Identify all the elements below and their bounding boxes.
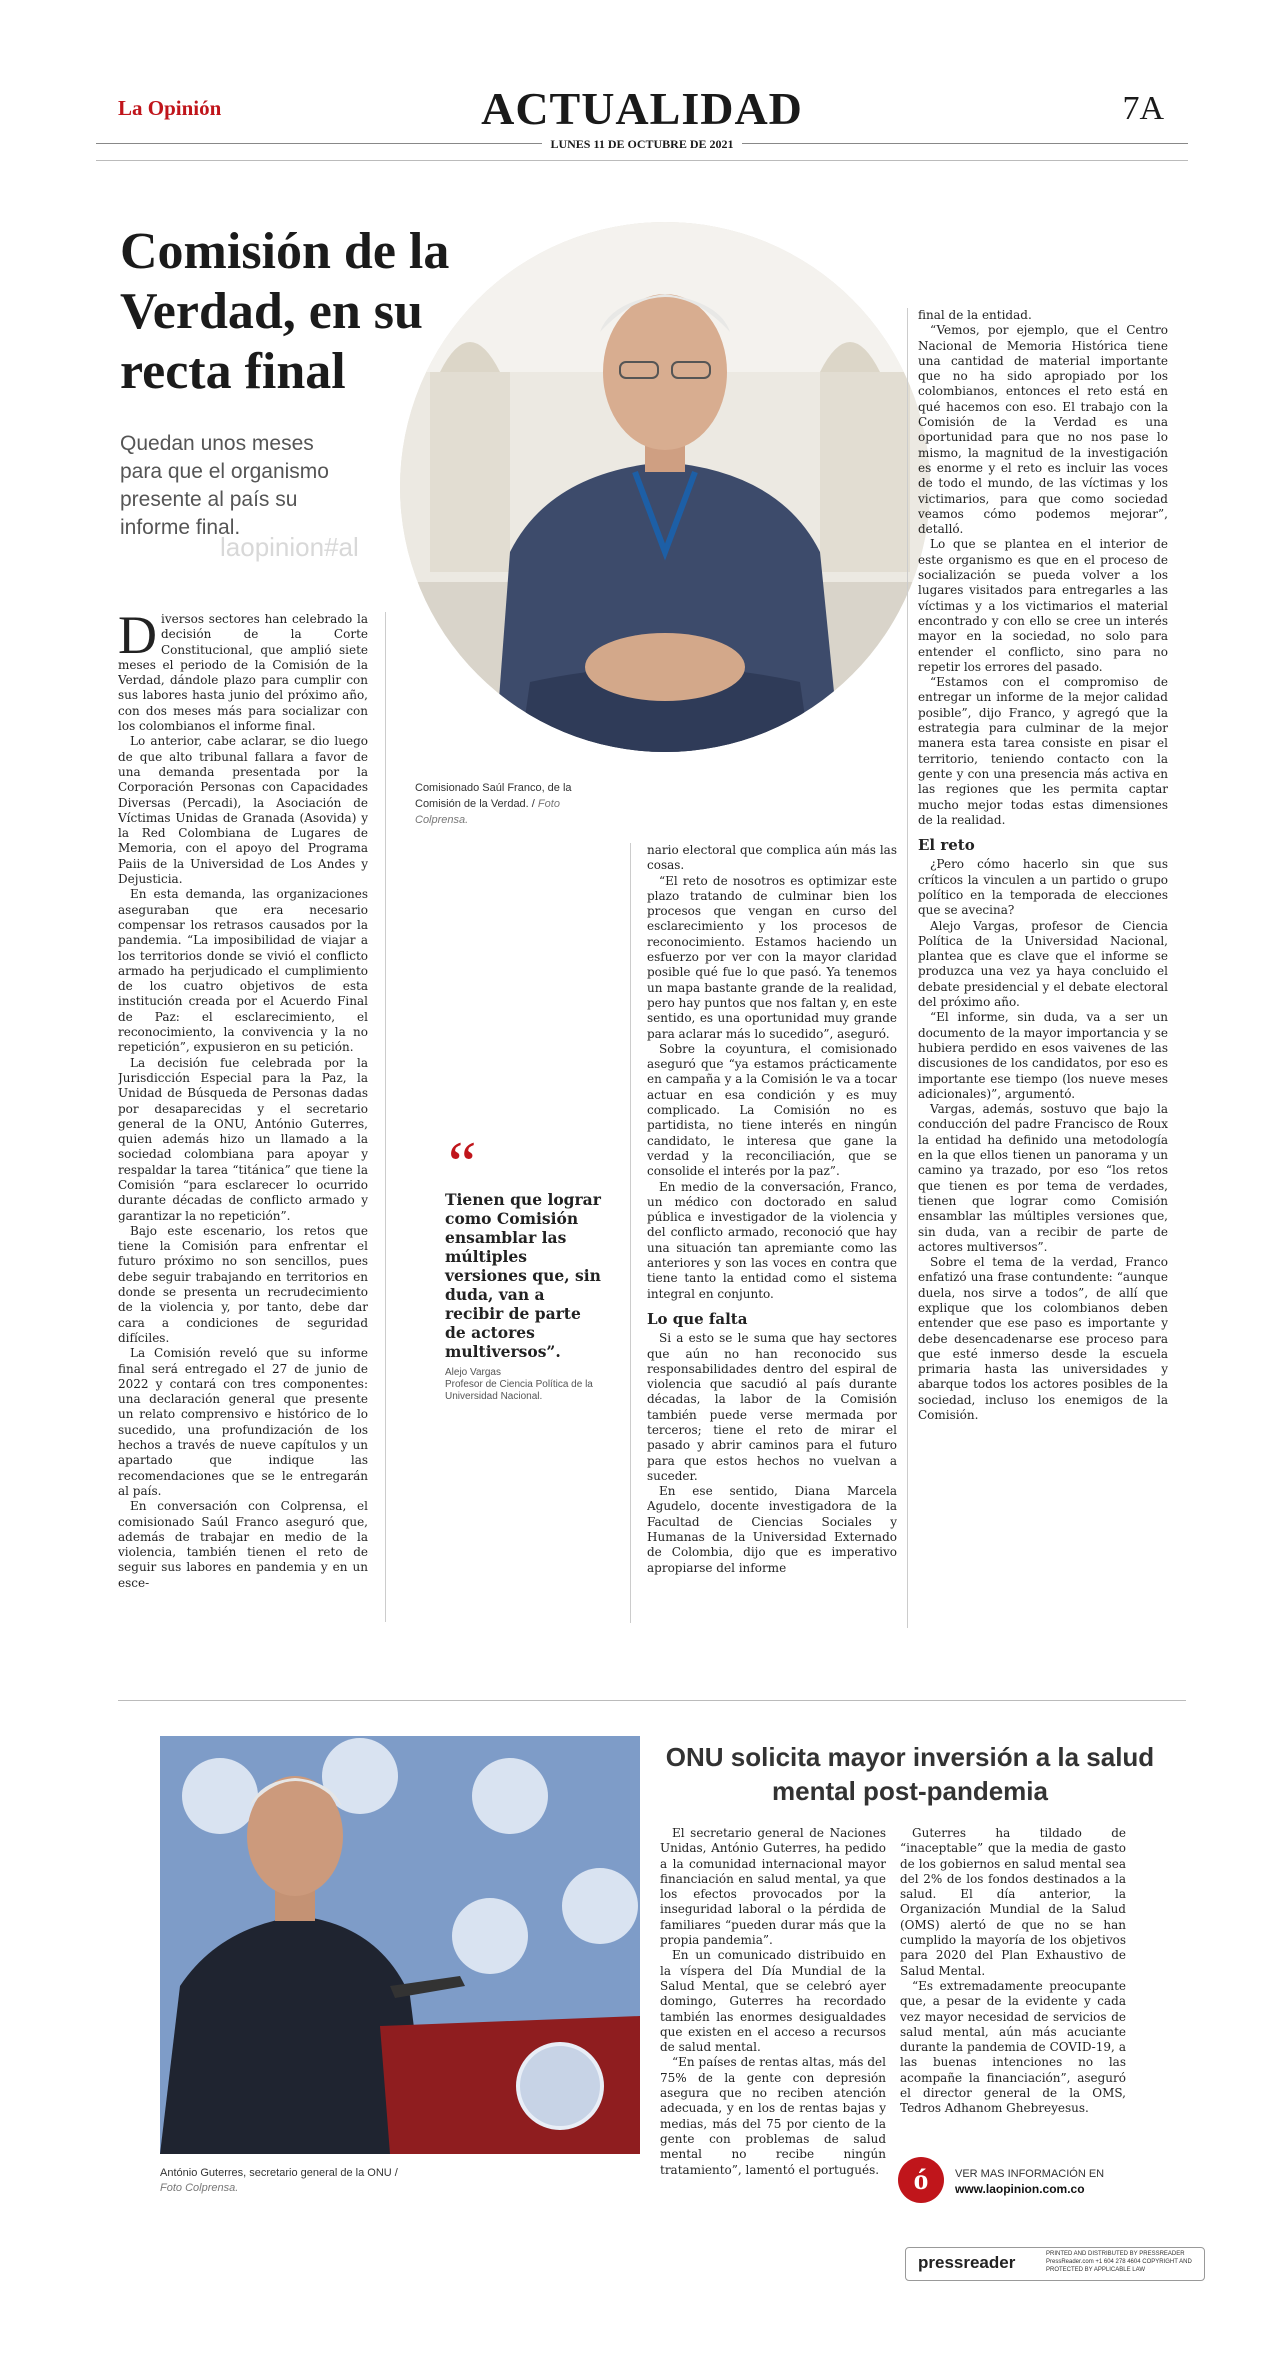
paragraph: Guterres ha tildado de “inaceptable” que la media de gasto de los gobiernos en salud mental sea del 2% de los fondos destinados a la salud. El día anterior, la Organización Mundial de la Salud (OMS) alertó de que no se han cumplido la mayoría de los objetivos para 2020 del Plan Exhaustivo de Salud Mental. xyxy=(900,1826,1126,1978)
watermark: laopinion#al xyxy=(220,532,359,562)
paragraph: La Comisión reveló que su informe final será entregado el 27 de junio de 2022 y contará con tres componentes: una declaración general que presente un relato comprensivo e histórico de lo sucedido, una profundización de los hechos a través de nueve capítulos y un apartado que indique las recomendaciones que se le entregarán al país. xyxy=(118,1346,368,1498)
portrait-photo-saul-franco xyxy=(400,222,930,752)
article-deck: Quedan unos meses para que el organismo presente al país su informe final. xyxy=(120,432,329,539)
quote-author-role: Profesor de Ciencia Política de la Universidad Nacional. xyxy=(445,1379,593,1402)
pull-quote: Tienen que lograr como Comisión ensamblar las múltiples versiones que, sin duda, van a recibir de parte de actores multiversos”. xyxy=(445,1190,601,1361)
caption-credit: Foto Colprensa. xyxy=(415,798,560,826)
paragraph: “El informe, sin duda, va a ser un documento de la mayor importancia y se hubiera perdido en esos vaivenes de las discusiones de los candidatos, por eso es importante ese tiempo (los nueve meses adicionales)”, argumentó. xyxy=(918,1010,1168,1101)
article2-column-1 xyxy=(660,1826,886,2226)
pull-quote-attribution xyxy=(445,1367,605,1403)
section-title: ACTUALIDAD xyxy=(481,83,803,134)
paragraph: Sobre el tema de la verdad, Franco enfatizó una frase contundente: “aunque duela, nos sirve a todos”, de allí que explique que los colombianos deben entender que ese paso es importante y debe desencadenarse ese proceso para que esté inmerso desde la escuela primaria hasta las universidades y abarque todos los actores posibles de la sociedad, incluso los enemigos de la Comisión. xyxy=(918,1255,1168,1423)
article-column-3 xyxy=(918,308,1168,1633)
paragraph: iversos sectores han celebrado la decisión de la Corte Constitucional, que amplió siete meses el periodo de la Comisión de la Verdad, dándole plazo para cumplir con sus labores hasta junio del próximo año, con dos meses más para socializar con los colombianos el informe final. xyxy=(118,612,368,734)
paragraph: En un comunicado distribuido en la víspera del Día Mundial de la Salud Mental, que se celebró ayer domingo, Guterres ha recordado también las enormes desigualdades que existen en el acceso a recursos de salud mental. xyxy=(660,1948,886,2055)
article2-column-2 xyxy=(900,1826,1126,2141)
paragraph: El secretario general de Naciones Unidas, António Guterres, ha pedido a la comunidad internacional mayor financiación en salud mental, ya que los efectos provocados por la inseguridad laboral o la pérdida de familiares “pueden durar más que la propia pandemia”. xyxy=(660,1826,886,1948)
quote-author-name: Alejo Vargas xyxy=(445,1367,501,1378)
column-divider xyxy=(385,612,386,1622)
photo-caption xyxy=(415,780,575,828)
paragraph: “Estamos con el compromiso de entregar un informe de la mejor calidad posible”, dijo Franco, y agregó que la estrategia para culminar de la mejor manera esta tarea consiste en pisar el territorio, teniendo contacto con la gente y con una presencia más activa en las regiones que les permita captar mucho mejor todas estas dimensiones de la realidad. xyxy=(918,675,1168,827)
brand-logo: La Opinión xyxy=(118,96,222,120)
paragraph: En conversación con Colprensa, el comisionado Saúl Franco aseguró que, además de trabajar en medio de la violencia, también tienen el reto de seguir sus labores en pandemia y en un esce- xyxy=(118,1499,368,1590)
paragraph: “El reto de nosotros es optimizar este plazo tratando de culminar bien los procesos que vengan en curso del esclarecimiento y los procesos de reconocimiento. Estamos haciendo un esfuerzo por ver con la mayor claridad posible qué fue lo que pasó. Ya tenemos un mapa bastante grande de la realidad, pero hay puntos que nos faltan y, en este sentido, es una oportunidad muy grande para aclarar más lo sucedido”, aseguró. xyxy=(647,873,897,1041)
paragraph: Lo anterior, cabe aclarar, se dio luego de que alto tribunal fallara a favor de una demanda presentada por la Corporación Personas con Capacidades Diversas (Percadi), la Asociación de Víctimas Unidas de Granada (Asovida) y la Red Colombiana de Lugares de Memoria, con el apoyo del Programa Paiis de la Universidad de Los Andes y Dejusticia. xyxy=(118,734,368,887)
paragraph: ¿Pero cómo hacerlo sin que sus críticos la vinculen a un partido o grupo político en la temporada de elecciones que se avecina? xyxy=(918,857,1168,918)
caption-text: Comisionado Saúl Franco, de la Comisión de la Verdad. / xyxy=(415,782,572,810)
paragraph: Bajo este escenario, los retos que tiene la Comisión para enfrentar el futuro próximo no son sencillos, pues debe seguir trabajando en territorios en donde se presenta un recrudecimiento de la violencia y, por tanto, debe dar cara a condiciones de seguridad difíciles. xyxy=(118,1223,368,1345)
paragraph: nario electoral que complica aún más las cosas. xyxy=(647,843,897,873)
caption-credit: Foto Colprensa. xyxy=(160,2182,239,2194)
issue-date xyxy=(0,137,1284,152)
paragraph: La decisión fue celebrada por la Jurisdicción Especial para la Paz, la Unidad de Búsqueda de Personas dadas por desaparecidas y el secretario general de la ONU, António Guterres, quien además hizo un llamado a la sociedad colombiana para apoyar y respaldar la tarea “titánica” que tiene la Comisión “para esclarecer lo ocurrido durante décadas de conflicto armado y garantizar la no repetición”. xyxy=(118,1055,368,1223)
column-divider xyxy=(907,308,908,1628)
more-info-link[interactable] xyxy=(955,2167,1104,2198)
article2-headline: ONU solicita mayor inversión a la salud mental post-pandemia xyxy=(665,1742,1155,1806)
paragraph: En ese sentido, Diana Marcela Agudelo, docente investigadora de la Facultad de Ciencias Sociales y Humanas de la Universidad Externado de Colombia, dijo que es imperativo apropiarse del informe xyxy=(647,1484,897,1575)
pressreader-logo: pressreader xyxy=(918,2253,1016,2272)
paragraph: final de la entidad. xyxy=(918,308,1032,322)
paragraph: “En países de rentas altas, más del 75% de la gente con depresión asegura que no reciben atención adecuada, y en los de rentas bajas y medias, más del 75 por ciento de la gente con problemas de salud mental no recibe ningún tratamiento”, lamentó el portugués. xyxy=(660,2055,886,2177)
subheading: El reto xyxy=(918,836,975,855)
photo2-caption xyxy=(160,2166,490,2196)
article-column-2 xyxy=(647,843,897,1633)
portrait-illustration xyxy=(400,222,930,752)
paragraph: Vargas, además, sostuvo que bajo la conducción del padre Francisco de Roux la entidad ha definido una metodología en la que ellos tienen un panorama y un camino ya trazado, por eso “los retos que tienen es por tema de verdades, tienen que lograr como Comisión ensamblar las múltiples versiones que, sin duda, van a recibir de parte de actores multiversos”. xyxy=(918,1102,1168,1254)
caption-text: António Guterres, secretario general de la ONU / xyxy=(160,2167,398,2179)
page-number: 7A xyxy=(1122,90,1164,127)
drop-cap: D xyxy=(118,612,157,665)
paragraph: Lo que se plantea en el interior de este organismo es que en el proceso de socialización se pueda volver a los lugares visitados para entregarles a las víctimas y a los victimarios el material encontrado y con ello se cree un interés mayor en la sociedad, no solo para entender el conflicto, sino para no repetir los errores del pasado. xyxy=(918,537,1168,674)
subheading: Lo que falta xyxy=(647,1309,748,1328)
quote-mark: “ xyxy=(448,1128,477,1199)
paragraph: “Vemos, por ejemplo, que el Centro Nacional de Memoria Histórica tiene una cantidad de material importante que no ha sido apropiado por los colombianos, entonces el reto está en qué hacemos con eso. El trabajo con la Comisión de la Verdad es una oportunidad para que no nos pase lo mismo, la magnitud de la investigación es enorme y el reto es incluir las voces de todo el mundo, de las víctimas y los victimarios, para que como sociedad veamos cómo podemos mejorar”, detalló. xyxy=(918,323,1168,537)
la-opinion-icon: ó xyxy=(898,2157,944,2203)
paragraph: En esta demanda, las organizaciones aseguraban que era necesario compensar los retrasos causados por la pandemia. “La imposibilidad de viajar a los territorios donde se vivió el conflicto armado ha perjudicado el cumplimiento de los cuatro objetivos de esta institución creada por el Acuerdo Final de Paz: el esclarecimiento, el reconocimiento, la convivencia y la no repetición”, expusieron en su petición. xyxy=(118,887,368,1055)
column-divider xyxy=(630,843,631,1623)
masthead-divider-bottom xyxy=(96,160,1188,161)
paragraph: En medio de la conversación, Franco, un médico con doctorado en salud pública e investigador de la violencia y del conflicto armado, reconoció que hay una situación tan apremiante como las anteriores y son las voces en contra que tiene tanto la entidad como el sistema integral en conjunto. xyxy=(647,1179,897,1301)
paragraph: Si a esto se le suma que hay sectores que aún no han reconocido sus responsabilidades dentro del espiral de violencia que sacudió al país durante décadas, la labor de la Comisión también puede verse mermada por terceros; tiene el reto de mirar el pasado y abrir caminos para el futuro para que estos hechos no vuelvan a suceder. xyxy=(647,1331,897,1483)
paragraph: Sobre la coyuntura, el comisionado aseguró que “ya estamos prácticamente en campaña y a la Comisión le va a tocar actuar en esa condición y es muy complicado. La Comisión no es partidista, no tiene interés en ningún candidato, le interesa que gane la verdad y la reconciliación, que se consolide el interés por la paz”. xyxy=(647,1041,897,1179)
article-headline: Comisión de la Verdad, en su recta final xyxy=(120,223,450,400)
paragraph: Alejo Vargas, profesor de Ciencia Política de la Universidad Nacional, plantea que es clave que el informe se produzca una vez ya haya concluido el debate presidencial y el debate electoral del próximo año. xyxy=(918,918,1168,1010)
paragraph: “Es extremadamente preocupante que, a pesar de la evidente y cada vez mayor necesidad de servicios de salud mental, aún más acuciante durante la pandemia de COVID-19, a las buenas intenciones no las acompañe la financiación”, aseguró el director general de la OMS, Tedros Adhanom Ghebreyesus. xyxy=(900,1978,1126,2116)
issue-date-text: LUNES 11 DE OCTUBRE DE 2021 xyxy=(542,137,741,151)
photo-antonio-guterres xyxy=(160,1736,640,2154)
promo-url[interactable]: www.laopinion.com.co xyxy=(955,2182,1085,2196)
guterres-illustration xyxy=(160,1736,640,2154)
section-divider xyxy=(118,1700,1186,1701)
article-column-1 xyxy=(118,612,368,1622)
pressreader-fine-print: PRINTED AND DISTRIBUTED BY PRESSREADER PressReader.com +1 604 278 4604 COPYRIGHT AND PROTECTED BY APPLICABLE LAW xyxy=(1046,2251,1192,2273)
promo-label: VER MAS INFORMACIÓN EN xyxy=(955,2168,1105,2180)
